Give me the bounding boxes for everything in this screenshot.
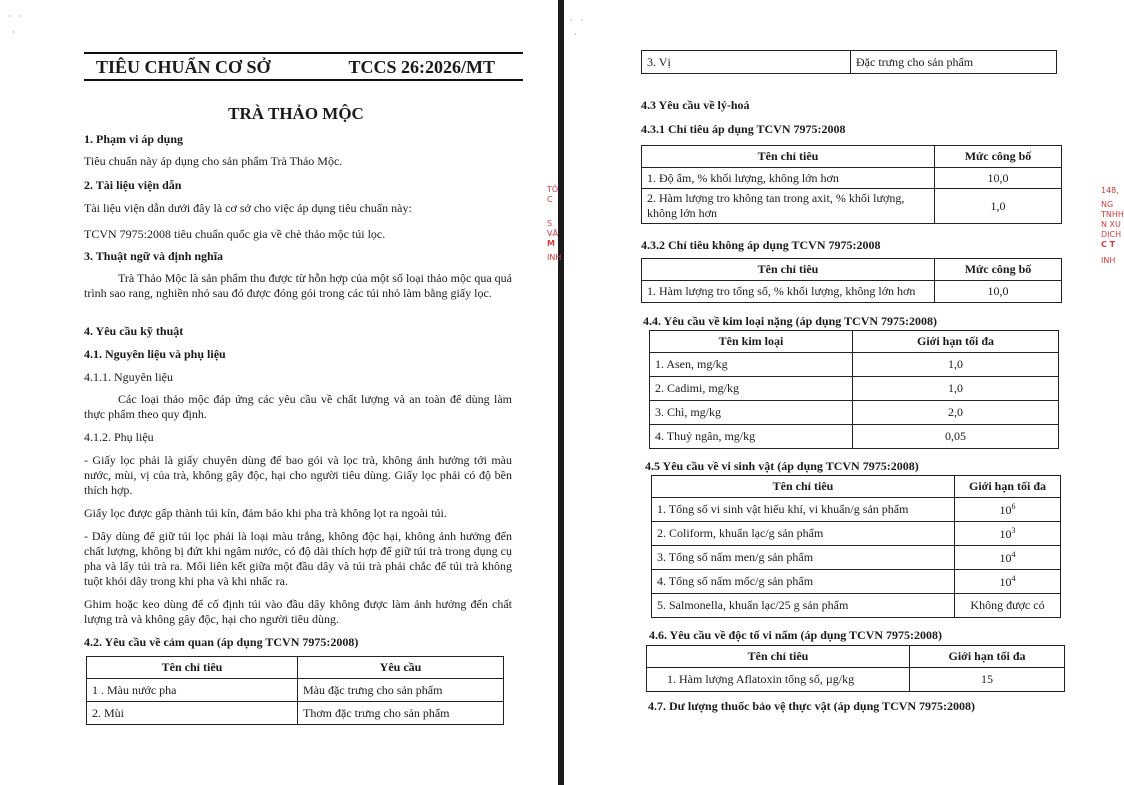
- table-cell-value: $10^4$: [955, 570, 1061, 594]
- table-header: Mức công bố: [935, 259, 1062, 281]
- table-header: Giới hạn tối đa: [955, 476, 1061, 498]
- physchem-table-2: [641, 258, 1062, 303]
- section-heading-3: 3. Thuật ngữ và định nghĩa: [84, 249, 224, 263]
- table-row: [650, 377, 1059, 401]
- table-row: [650, 353, 1059, 377]
- section-text-3: Trà Thảo Mộc là sản phẩm thu được từ hỗn hợp của một số loại thảo mộc qua quá trình sao rang, nghiền nhỏ sau đó được đóng gói trong các túi nhỏ làm bằng giấy lọc.: [84, 271, 512, 300]
- table-cell: Thơm đặc trưng cho sản phẩm: [298, 702, 504, 725]
- table-cell: 2. Mùi: [87, 702, 298, 725]
- table-row: [642, 281, 1062, 303]
- table-cell: 1 . Màu nước pha: [87, 679, 298, 702]
- sensory-table: [86, 656, 504, 725]
- section-text-1: Tiêu chuẩn này áp dụng cho sản phẩm Trà Thảo Mộc.: [84, 154, 343, 168]
- table-row: [652, 570, 1061, 594]
- table-cell: 1. Độ ẩm, % khối lượng, không lớn hơn: [642, 168, 935, 189]
- table-cell: Màu đặc trưng cho sản phẩm: [298, 679, 504, 702]
- table-cell: 1,0: [853, 377, 1059, 401]
- table-cell: 1,0: [853, 353, 1059, 377]
- section-heading-4-3-2: 4.3.2 Chỉ tiêu không áp dụng TCVN 7975:2008: [641, 238, 881, 252]
- section-heading-4-3: 4.3 Yêu cầu về lý-hoá: [641, 98, 750, 112]
- table-row: [652, 546, 1061, 570]
- table-cell: 5. Salmonella, khuẩn lạc/25 g sản phẩm: [652, 594, 955, 618]
- table-header: Tên kim loại: [650, 331, 853, 353]
- paragraph-string: - Dây dùng để giữ túi lọc phải là loại màu trắng, không độc hại, không ảnh hưởng đến chất lượng, không bị đứt khi ngâm nước, có độ dài thích hợp để giữ túi trà trong dụng cụ pha và lấy túi trà ra. Mối liên kết giữa một đầu dây và túi trà phải chắc để túi trà không tuột khỏi dây trong khi pha và khi nhấc ra.: [84, 529, 512, 588]
- table-header: Tên chỉ tiêu: [87, 657, 298, 679]
- section-text-2: Tài liệu viện dẫn dưới đây là cơ sở cho việc áp dụng tiêu chuẩn này:: [84, 201, 412, 215]
- heavy-metals-table: [649, 330, 1059, 449]
- section-heading-4-1: 4.1. Nguyên liệu và phụ liệu: [84, 347, 226, 361]
- page-right: [564, 0, 1124, 785]
- table-row: [642, 51, 1057, 74]
- table-cell: 0,05: [853, 425, 1059, 449]
- table-header: Tên chỉ tiêu: [647, 646, 910, 668]
- table-cell: 1. Tổng số vi sinh vật hiếu khí, vi khuẩn/g sản phẩm: [652, 498, 955, 522]
- table-cell: 3. Tổng số nấm men/g sản phẩm: [652, 546, 955, 570]
- scan-speck: ·: [574, 30, 580, 39]
- paragraph-bag: Giấy lọc được gấp thành túi kín, đảm bảo khi pha trà không lọt ra ngoài túi.: [84, 506, 447, 520]
- table-header: Tên chỉ tiêu: [652, 476, 955, 498]
- section-heading-4: 4. Yêu cầu kỹ thuật: [84, 324, 184, 338]
- table-cell: 2. Cadimi, mg/kg: [650, 377, 853, 401]
- table-cell: 10,0: [935, 168, 1062, 189]
- table-row: [652, 594, 1061, 618]
- table-header: Yêu cầu: [298, 657, 504, 679]
- table-cell: 3. Chì, mg/kg: [650, 401, 853, 425]
- section-heading-4-3-1: 4.3.1 Chỉ tiêu áp dụng TCVN 7975:2008: [641, 122, 846, 136]
- table-row: [642, 168, 1062, 189]
- table-cell: 4. Thuỷ ngân, mg/kg: [650, 425, 853, 449]
- table-row: [87, 679, 504, 702]
- table-cell: 15: [910, 668, 1065, 692]
- section-heading-4-1-1: 4.1.1. Nguyên liệu: [84, 370, 173, 384]
- header-right: TCCS 26:2026/MT: [348, 57, 495, 77]
- microbiology-table: [651, 475, 1061, 618]
- paragraph-staple: Ghim hoặc keo dùng để cố định túi vào đầu dây không được làm ảnh hưởng đến chất lượng trà và không gây độc, hại cho người tiêu dùng.: [84, 597, 512, 626]
- section-heading-4-6: 4.6. Yêu cầu về độc tố vi nấm (áp dụng TCVN 7975:2008): [649, 628, 943, 642]
- table-cell-value: $10^3$: [955, 522, 1061, 546]
- table-cell: 1. Hàm lượng Aflatoxin tổng số, µg/kg: [647, 668, 910, 692]
- physchem-table-1: [641, 145, 1062, 224]
- section-heading-1: 1. Phạm vi áp dụng: [84, 132, 184, 146]
- section-heading-4-7: 4.7. Dư lượng thuốc bảo vệ thực vật (áp dụng TCVN 7975:2008): [648, 699, 976, 713]
- table-cell: 1. Asen, mg/kg: [650, 353, 853, 377]
- table-header: Mức công bố: [935, 146, 1062, 168]
- section-heading-4-5: 4.5 Yêu cầu về vi sinh vật (áp dụng TCVN 7975:2008): [645, 459, 919, 473]
- scan-speck: · ·: [8, 12, 25, 21]
- table-row: [652, 522, 1061, 546]
- paragraph-4-1-1: Các loại thảo mộc đáp ứng các yêu cầu về chất lượng và an toàn để dùng làm thực phẩm theo quy định.: [84, 392, 512, 421]
- table-cell: Đặc trưng cho sản phẩm: [851, 51, 1057, 74]
- table-row: [650, 401, 1059, 425]
- document-header: [84, 52, 523, 81]
- header-left: TIÊU CHUẨN CƠ SỞ: [96, 57, 271, 77]
- paragraph-filter-paper: - Giấy lọc phải là giấy chuyên dùng để bao gói và lọc trà, không ảnh hưởng tới màu nước, mùi, vị của trà, không gây độc, hại cho người tiêu dùng. Giấy lọc phải có độ bền thích hợp.: [84, 453, 512, 497]
- table-row: [647, 668, 1065, 692]
- page-title: TRÀ THẢO MỘC: [228, 104, 364, 123]
- table-cell: 1. Hàm lượng tro tổng số, % khối lượng, không lớn hơn: [642, 281, 935, 303]
- table-row: [642, 189, 1062, 224]
- table-header: Tên chỉ tiêu: [642, 259, 935, 281]
- table-cell: 2. Hàm lượng tro không tan trong axit, % khối lượng, không lớn hơn: [642, 189, 935, 224]
- reference-item: TCVN 7975:2008 tiêu chuẩn quốc gia về chè thảo mộc túi lọc.: [84, 227, 386, 241]
- table-header: Giới hạn tối đa: [910, 646, 1065, 668]
- scan-speck: · ·: [570, 16, 587, 25]
- table-cell: 2. Coliform, khuẩn lạc/g sản phẩm: [652, 522, 955, 546]
- table-row: [652, 498, 1061, 522]
- table-header: Tên chỉ tiêu: [642, 146, 935, 168]
- stamp-fragment: TÔ C S VĂ M INH: [547, 185, 562, 262]
- table-row: [87, 702, 504, 725]
- section-heading-4-1-2: 4.1.2. Phụ liệu: [84, 430, 154, 444]
- table-cell: 2,0: [853, 401, 1059, 425]
- sensory-table-continued: [641, 50, 1057, 74]
- section-heading-4-4: 4.4. Yêu cầu về kim loại nặng (áp dụng TCVN 7975:2008): [643, 314, 938, 328]
- section-heading-4-2: 4.2. Yêu cầu về cảm quan (áp dụng TCVN 7975:2008): [84, 635, 359, 649]
- mycotoxin-table: [646, 645, 1065, 692]
- table-cell-value: $10^4$: [955, 546, 1061, 570]
- table-cell: 10,0: [935, 281, 1062, 303]
- table-header: Giới hạn tối đa: [853, 331, 1059, 353]
- table-cell: 3. Vị: [642, 51, 851, 74]
- table-cell: 1,0: [935, 189, 1062, 224]
- table-cell: Không được có: [955, 594, 1061, 618]
- table-cell: 4. Tổng số nấm mốc/g sản phẩm: [652, 570, 955, 594]
- table-cell-value: $10^6$: [955, 498, 1061, 522]
- scan-speck: ·: [12, 28, 18, 37]
- section-heading-2: 2. Tài liệu viện dẫn: [84, 178, 182, 192]
- stamp-fragment: 148, NG TNHH N XU DỊCH C T INH: [1101, 186, 1124, 265]
- table-row: [650, 425, 1059, 449]
